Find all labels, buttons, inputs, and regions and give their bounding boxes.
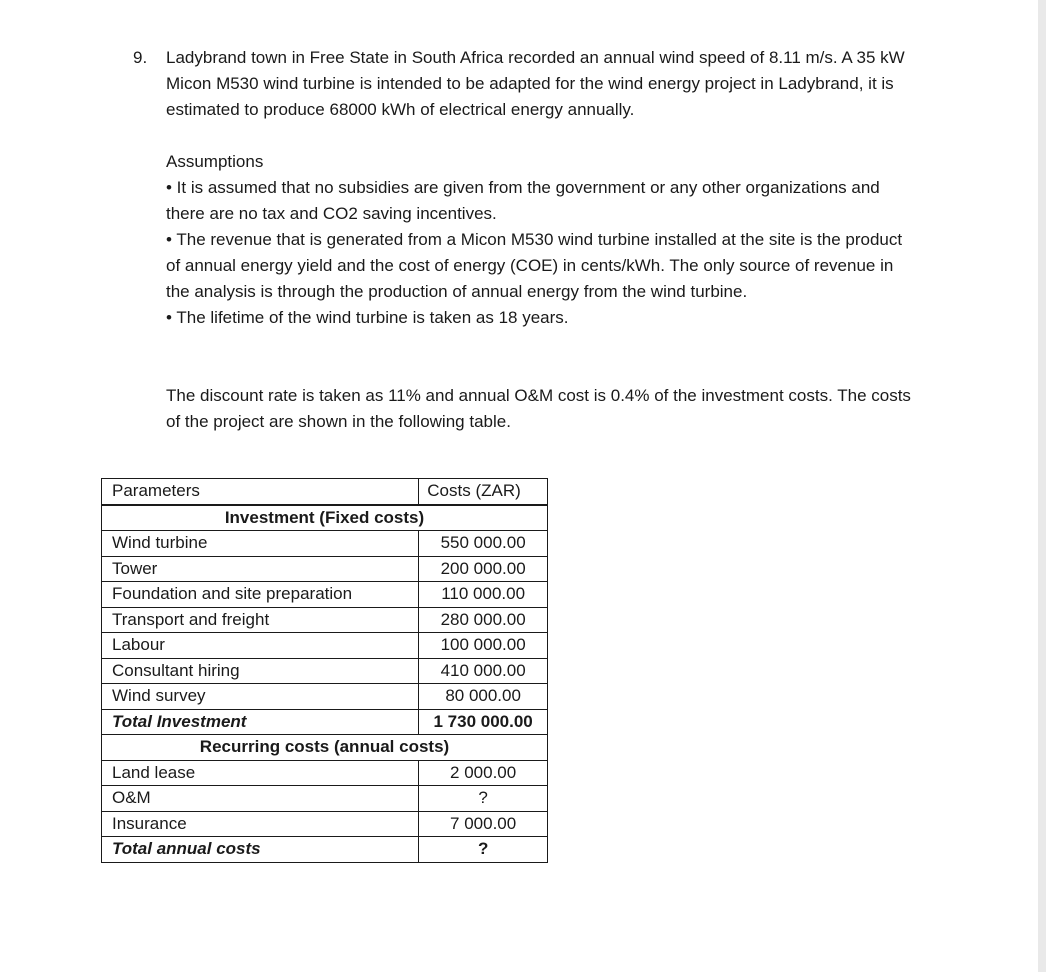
table-row (102, 658, 548, 684)
table-row (102, 607, 548, 633)
header-parameters: Parameters (102, 479, 419, 505)
param-cell: Consultant hiring (102, 658, 419, 684)
param-cell: Wind survey (102, 684, 419, 710)
section-row (102, 505, 548, 531)
param-cell: Labour (102, 633, 419, 659)
param-cell: Tower (102, 556, 419, 582)
question-number: 9. (133, 48, 148, 67)
param-cell: Land lease (102, 760, 419, 786)
table-row (102, 556, 548, 582)
section-row (102, 735, 548, 761)
cost-cell: 7 000.00 (419, 811, 548, 837)
cost-cell: 410 000.00 (419, 658, 548, 684)
question-9 (133, 45, 913, 435)
total-investment-value: 1 730 000.00 (419, 709, 548, 735)
table-row (102, 582, 548, 608)
question-body (166, 45, 913, 435)
table-row (102, 531, 548, 557)
table-header-row (102, 479, 548, 505)
param-cell: O&M (102, 786, 419, 812)
cost-cell: 80 000.00 (419, 684, 548, 710)
assumptions-block (166, 149, 913, 331)
cost-cell: 2 000.00 (419, 760, 548, 786)
param-cell: Wind turbine (102, 531, 419, 557)
param-cell: Insurance (102, 811, 419, 837)
table-row (102, 684, 548, 710)
total-investment-label: Total Investment (102, 709, 419, 735)
total-annual-label: Total annual costs (102, 837, 419, 863)
param-cell: Foundation and site preparation (102, 582, 419, 608)
recurring-heading: Recurring costs (annual costs) (102, 735, 548, 761)
param-cell: Transport and freight (102, 607, 419, 633)
header-costs: Costs (ZAR) (419, 479, 548, 505)
assumption-item: • The lifetime of the wind turbine is taken as 18 years. (166, 308, 569, 327)
assumptions-heading: Assumptions (166, 152, 264, 171)
cost-cell: 280 000.00 (419, 607, 548, 633)
assumption-item: • The revenue that is generated from a Micon M530 wind turbine installed at the site is the product of annual energy yield and the cost of energy (COE) in cents/kWh. The only source of revenue in the analysis is through the production of annual energy from the wind turbine. (166, 230, 903, 301)
total-investment-row (102, 709, 548, 735)
total-annual-row (102, 837, 548, 863)
discount-text: The discount rate is taken as 11% and annual O&M cost is 0.4% of the investment costs. The costs of the project are shown in the following table. (166, 386, 911, 431)
cost-cell: 110 000.00 (419, 582, 548, 608)
table-row (102, 786, 548, 812)
table-row (102, 811, 548, 837)
assumption-item: • It is assumed that no subsidies are given from the government or any other organizations and there are no tax and CO2 saving incentives. (166, 178, 880, 223)
cost-cell: 100 000.00 (419, 633, 548, 659)
table-row (102, 633, 548, 659)
cost-cell: ? (419, 786, 548, 812)
investment-heading: Investment (Fixed costs) (102, 505, 548, 531)
project-costs-table (101, 478, 548, 863)
question-intro: Ladybrand town in Free State in South Africa recorded an annual wind speed of 8.11 m/s. A 35 kW Micon M530 wind turbine is intended to be adapted for the wind energy project in Ladybrand, it is estimated to produce 68000 kWh of electrical energy annually. (166, 48, 905, 119)
total-annual-value: ? (419, 837, 548, 863)
page-edge-scrollbar (1038, 0, 1046, 972)
cost-cell: 550 000.00 (419, 531, 548, 557)
table-row (102, 760, 548, 786)
cost-cell: 200 000.00 (419, 556, 548, 582)
